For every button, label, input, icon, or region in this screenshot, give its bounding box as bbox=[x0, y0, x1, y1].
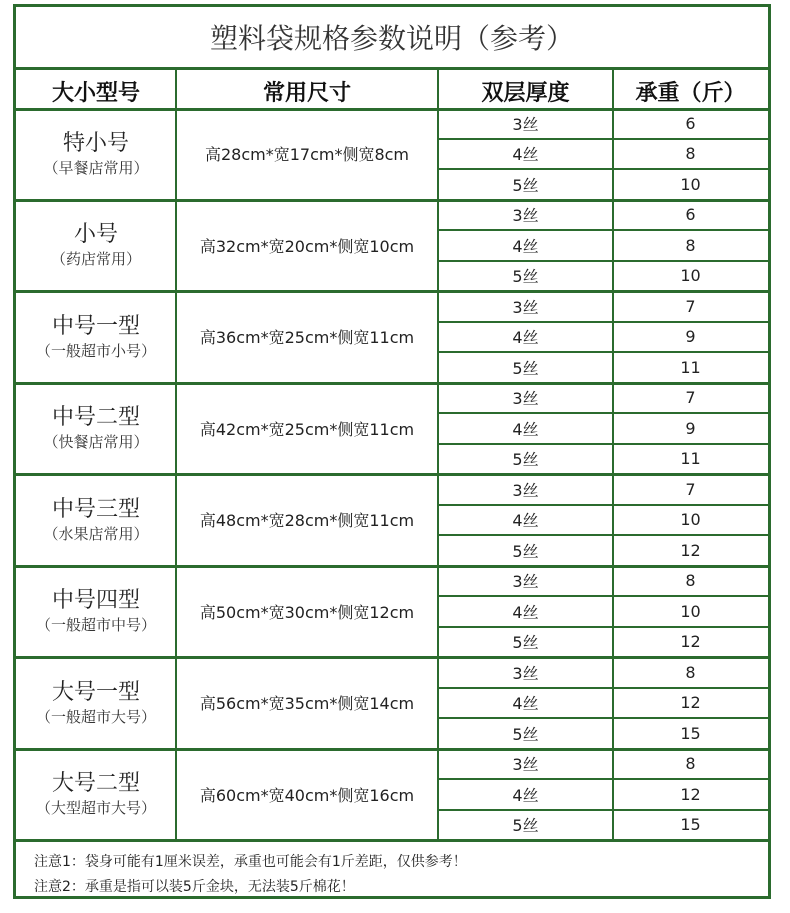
spec-table-frame bbox=[13, 4, 771, 899]
thickness-cell: 4丝 bbox=[512, 785, 539, 805]
size-model-usage: （一般超市大号） bbox=[35, 707, 156, 726]
thickness-cell: 5丝 bbox=[512, 450, 539, 470]
thickness-cell: 3丝 bbox=[512, 114, 539, 134]
weight-cell: 9 bbox=[685, 418, 696, 438]
weight-cell: 8 bbox=[685, 235, 696, 255]
size-model-cell bbox=[16, 108, 176, 200]
size-model-name: 特小号 bbox=[62, 130, 129, 156]
weight-cell: 8 bbox=[685, 662, 696, 682]
size-model-name: 小号 bbox=[73, 222, 118, 248]
size-model-usage: （一般超市小号） bbox=[35, 341, 156, 360]
size-model-usage: （大型超市大号） bbox=[35, 799, 156, 818]
thickness-cell: 4丝 bbox=[512, 419, 539, 439]
common-size-cell: 高56cm*宽35cm*侧宽14cm bbox=[199, 694, 415, 714]
weight-cell: 10 bbox=[680, 174, 701, 194]
thickness-cell: 3丝 bbox=[512, 663, 539, 683]
thickness-cell: 4丝 bbox=[512, 236, 539, 256]
thickness-cell: 5丝 bbox=[512, 175, 539, 195]
weight-cell: 8 bbox=[685, 754, 696, 774]
weight-cell: 12 bbox=[680, 784, 701, 804]
weight-cell: 6 bbox=[685, 113, 696, 133]
weight-cell: 15 bbox=[680, 723, 701, 743]
weight-cell: 11 bbox=[680, 357, 701, 377]
weight-cell: 7 bbox=[685, 388, 696, 408]
common-size-cell: 高28cm*宽17cm*侧宽8cm bbox=[204, 145, 410, 165]
size-model-usage: （快餐店常用） bbox=[43, 433, 149, 452]
weight-cell: 15 bbox=[680, 815, 701, 835]
weight-cell: 7 bbox=[685, 296, 696, 316]
weight-cell: 12 bbox=[680, 693, 701, 713]
weight-cell: 10 bbox=[680, 601, 701, 621]
size-model-cell bbox=[16, 566, 176, 658]
weight-cell: 6 bbox=[685, 205, 696, 225]
thickness-cell: 3丝 bbox=[512, 389, 539, 409]
thickness-cell: 5丝 bbox=[512, 633, 539, 653]
common-size-cell: 高42cm*宽25cm*侧宽11cm bbox=[199, 419, 415, 439]
size-model-cell bbox=[16, 383, 176, 475]
size-model-name: 大号一型 bbox=[51, 679, 140, 705]
thickness-cell: 4丝 bbox=[512, 145, 539, 165]
weight-cell: 11 bbox=[680, 449, 701, 469]
weight-cell: 8 bbox=[685, 571, 696, 591]
thickness-cell: 5丝 bbox=[512, 358, 539, 378]
common-size-cell: 高36cm*宽25cm*侧宽11cm bbox=[199, 328, 415, 348]
thickness-cell: 3丝 bbox=[512, 755, 539, 775]
size-model-cell bbox=[16, 749, 176, 841]
weight-cell: 12 bbox=[680, 632, 701, 652]
common-size-cell: 高32cm*宽20cm*侧宽10cm bbox=[199, 236, 415, 256]
thickness-cell: 4丝 bbox=[512, 694, 539, 714]
weight-cell: 12 bbox=[680, 540, 701, 560]
size-model-usage: （水果店常用） bbox=[43, 524, 149, 543]
thickness-cell: 5丝 bbox=[512, 267, 539, 287]
size-model-name: 大号二型 bbox=[51, 771, 140, 797]
size-model-usage: （药店常用） bbox=[50, 250, 141, 269]
size-model-name: 中号四型 bbox=[51, 588, 140, 614]
thickness-cell: 5丝 bbox=[512, 724, 539, 744]
header-thickness: 双层厚度 bbox=[481, 80, 570, 106]
notes-section bbox=[34, 850, 467, 900]
common-size-cell: 高48cm*宽28cm*侧宽11cm bbox=[199, 511, 415, 531]
header-weight: 承重（斤） bbox=[635, 80, 746, 106]
thickness-cell: 3丝 bbox=[512, 572, 539, 592]
size-model-cell bbox=[16, 474, 176, 566]
thickness-cell: 5丝 bbox=[512, 816, 539, 836]
weight-cell: 9 bbox=[685, 327, 696, 347]
weight-cell: 10 bbox=[680, 510, 701, 530]
table-gridline bbox=[16, 67, 768, 70]
size-model-cell bbox=[16, 657, 176, 749]
common-size-cell: 高60cm*宽40cm*侧宽16cm bbox=[199, 785, 415, 805]
size-model-name: 中号三型 bbox=[51, 496, 140, 522]
thickness-cell: 4丝 bbox=[512, 602, 539, 622]
size-model-cell bbox=[16, 291, 176, 383]
note-1: 注意1：袋身可能有1厘米误差，承重也可能会有1斤差距，仅供参考！ bbox=[34, 854, 467, 870]
size-model-usage: （一般超市中号） bbox=[35, 616, 156, 635]
thickness-cell: 3丝 bbox=[512, 206, 539, 226]
size-model-name: 中号一型 bbox=[51, 313, 140, 339]
weight-cell: 10 bbox=[680, 266, 701, 286]
header-size-model: 大小型号 bbox=[51, 80, 140, 106]
size-model-name: 中号二型 bbox=[51, 405, 140, 431]
page-title: 塑料袋规格参数说明（参考） bbox=[209, 22, 574, 55]
common-size-cell: 高50cm*宽30cm*侧宽12cm bbox=[199, 602, 415, 622]
weight-cell: 7 bbox=[685, 479, 696, 499]
size-model-cell bbox=[16, 200, 176, 292]
note-2: 注意2：承重是指可以装5斤金块，无法装5斤棉花！ bbox=[34, 879, 355, 895]
thickness-cell: 3丝 bbox=[512, 480, 539, 500]
size-model-usage: （早餐店常用） bbox=[43, 158, 149, 177]
thickness-cell: 4丝 bbox=[512, 328, 539, 348]
weight-cell: 8 bbox=[685, 144, 696, 164]
thickness-cell: 5丝 bbox=[512, 541, 539, 561]
thickness-cell: 3丝 bbox=[512, 297, 539, 317]
header-common-size: 常用尺寸 bbox=[262, 80, 351, 106]
thickness-cell: 4丝 bbox=[512, 511, 539, 531]
